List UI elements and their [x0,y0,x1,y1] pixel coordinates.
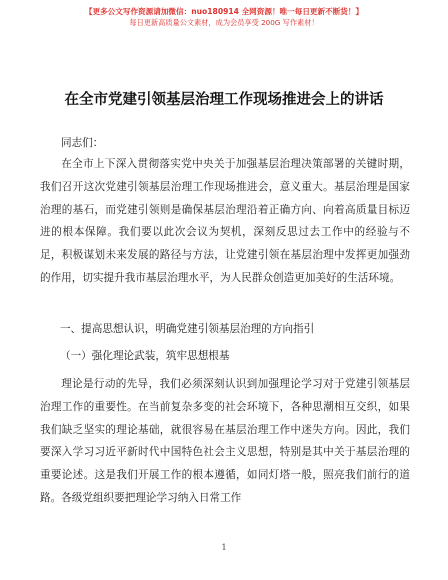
document-title: 在全市党建引领基层治理工作现场推进会上的讲话 [64,92,384,108]
body-paragraph-1: 在全市上下深入贯彻落实党中央关于加强基层治理决策部署的关键时期，我们召开这次党建引领基层治理工作现场推进会，意义重大。基层治理是国家治理的基石，而党建引领则是确保基层治理沿着正确方向、向着高质量目标迈进的根本保障。我们要以此次会议为契机，深刻反思过去工作中的经验与不足，积极谋划未来发展的路径与方法，让党建引领在基层治理中发挥更加强劲的作用，切实提升我市基层治理水平，为人民群众创造更加美好的生活环境。 [40,158,410,284]
promo-banner [0,6,448,28]
subsection-heading-1: （一）强化理论武装，筑牢思想根基 [60,350,230,362]
body-paragraph-2: 理论是行动的先导，我们必须深刻认识到加强理论学习对于党建引领基层治理工作的重要性。在当前复杂多变的社会环境下，各种思潮相互交织，如果我们缺乏坚实的理论基础，就很容易在基层治理工作中迷失方向。因此，我们要深入学习习近平新时代中国特色社会主义思想，特别是其中关于基层治理的重要论述。这是我们开展工作的根本遵循，如同灯塔一般，照亮我们前行的道路。各级党组织要把理论学习纳入日常工作 [40,378,410,504]
page-number: 1 [221,543,227,552]
promo-banner-line2: 每日更新高质量公文素材，成为会员享受 200G 写作素材！ [129,18,319,27]
promo-banner-line1: 【更多公文写作资源请加微信：nuo180914 全网资源！唯一每日更新不断货！】 [84,7,364,16]
salutation: 同志们： [61,137,104,149]
section-heading-1: 一、提高思想认识，明确党建引领基层治理的方向指引 [60,323,315,335]
